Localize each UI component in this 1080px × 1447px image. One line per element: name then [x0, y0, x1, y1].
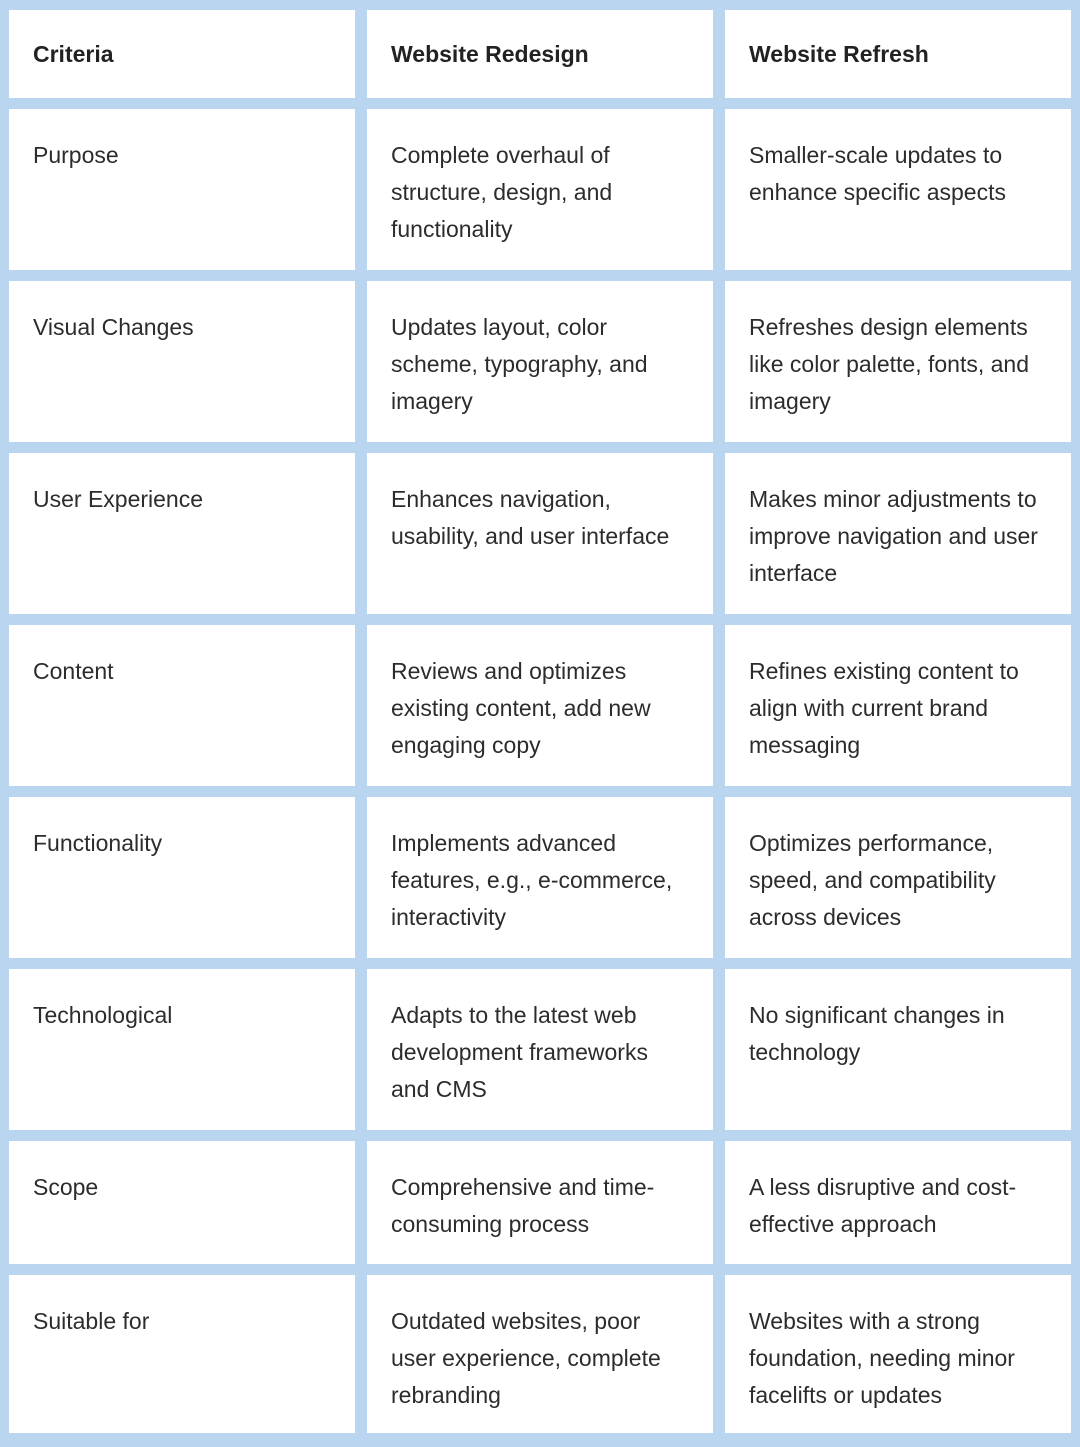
header-cell-refresh: Website Refresh [725, 10, 1071, 98]
table-cell-refresh: Refines existing content to align with current brand messaging [725, 625, 1071, 786]
table-cell-criteria: Content [9, 625, 355, 786]
table-cell-criteria: Technological [9, 969, 355, 1130]
table-cell-criteria: Scope [9, 1141, 355, 1264]
table-cell-refresh: No significant changes in technology [725, 969, 1071, 1130]
table-cell-redesign: Updates layout, color scheme, typography, and imagery [367, 281, 713, 442]
table-cell-refresh: Websites with a strong foundation, needing minor facelifts or updates [725, 1275, 1071, 1433]
table-cell-redesign: Complete overhaul of structure, design, and functionality [367, 109, 713, 270]
header-cell-criteria: Criteria [9, 10, 355, 98]
header-cell-redesign: Website Redesign [367, 10, 713, 98]
table-cell-refresh: Optimizes performance, speed, and compatibility across devices [725, 797, 1071, 958]
table-cell-redesign: Comprehensive and time-consuming process [367, 1141, 713, 1264]
table-cell-refresh: Refreshes design elements like color palette, fonts, and imagery [725, 281, 1071, 442]
table-cell-redesign: Reviews and optimizes existing content, add new engaging copy [367, 625, 713, 786]
table-cell-criteria: Purpose [9, 109, 355, 270]
table-cell-redesign: Adapts to the latest web development frameworks and CMS [367, 969, 713, 1130]
table-cell-refresh: Makes minor adjustments to improve navigation and user interface [725, 453, 1071, 614]
table-cell-criteria: Functionality [9, 797, 355, 958]
table-cell-refresh: A less disruptive and cost-effective approach [725, 1141, 1071, 1264]
table-cell-redesign: Outdated websites, poor user experience, complete rebranding [367, 1275, 713, 1433]
table-cell-criteria: Suitable for [9, 1275, 355, 1433]
table-cell-criteria: User Experience [9, 453, 355, 614]
table-cell-redesign: Implements advanced features, e.g., e-commerce, interactivity [367, 797, 713, 958]
table-cell-redesign: Enhances navigation, usability, and user interface [367, 453, 713, 614]
table-cell-criteria: Visual Changes [9, 281, 355, 442]
table-cell-refresh: Smaller-scale updates to enhance specific aspects [725, 109, 1071, 270]
